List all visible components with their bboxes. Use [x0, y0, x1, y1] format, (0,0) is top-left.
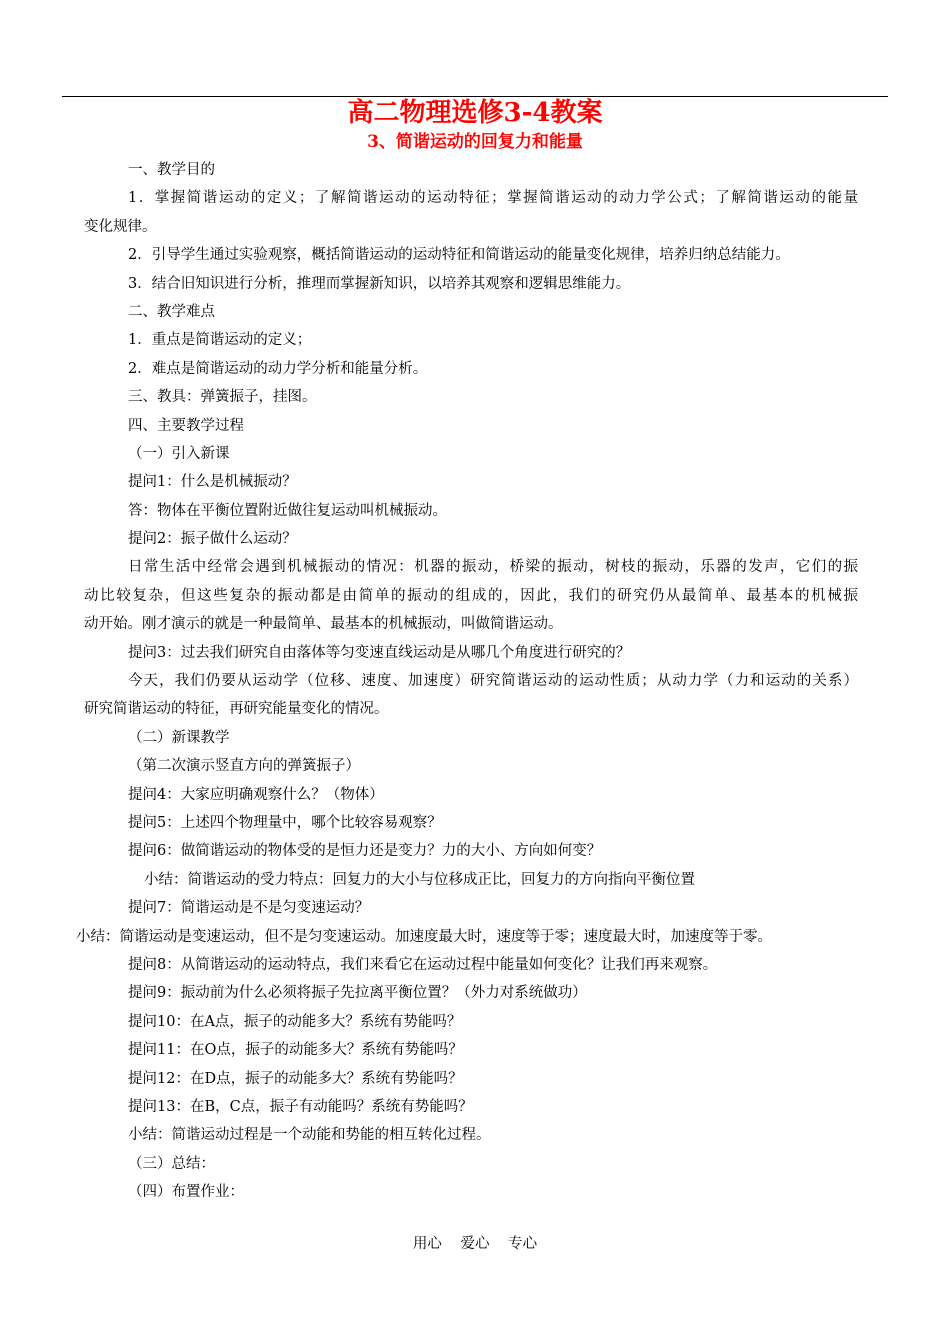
document-body	[76, 156, 858, 1206]
paragraph-line: 动比较复杂，但这些复杂的振动都是由简单的振动的组成的，因此，我们的研究仍从最简单、最基本的机械振	[84, 587, 858, 604]
paragraph-line: 3．结合旧知识进行分析，推理而掌握新知识，以培养其观察和逻辑思维能力。	[128, 275, 631, 292]
page-subtitle: 3、简谐运动的回复力和能量	[367, 132, 583, 152]
paragraph-line: 变化规律。	[84, 218, 157, 235]
question-line: 提问4：大家应明确观察什么？（物体）	[128, 786, 384, 803]
subsection-heading: （一）引入新课	[128, 445, 230, 462]
question-line: 提问12：在D点，振子的动能多大？系统有势能吗？	[128, 1070, 463, 1087]
paragraph-line: 日常生活中经常会遇到机械振动的情况：机器的振动，桥梁的振动，树枝的振动，乐器的发声，它们的振	[128, 559, 858, 576]
subsection-heading: （二）新课教学	[128, 729, 230, 746]
paragraph-line: 动开始。刚才演示的就是一种最简单、最基本的机械振动，叫做简谐运动。	[84, 616, 563, 633]
question-line: 提问13：在B，C点，振子有动能吗？系统有势能吗？	[128, 1098, 473, 1115]
paragraph-line: 2．引导学生通过实验观察，概括简谐运动的运动特征和简谐运动的能量变化规律，培养归纳总结能力。	[128, 247, 790, 264]
answer-line: 答：物体在平衡位置附近做往复运动叫机械振动。	[128, 502, 447, 519]
question-line: 提问7：简谐运动是不是匀变速运动？	[128, 900, 370, 917]
summary-line: 小结：简谐运动是变速运动，但不是匀变速运动。加速度最大时，速度等于零；速度最大时，加速度等于零。	[76, 928, 772, 945]
section-heading: 四、主要教学过程	[128, 417, 244, 434]
section-heading: 二、教学难点	[128, 303, 215, 320]
question-line: 提问2：振子做什么运动？	[128, 531, 297, 548]
question-line: 提问9：振动前为什么必须将振子先拉离平衡位置？（外力对系统做功）	[128, 985, 587, 1002]
question-line: 提问6：做简谐运动的物体受的是恒力还是变力？力的大小、方向如何变？	[128, 843, 602, 860]
subsection-heading: （四）布置作业：	[128, 1184, 244, 1201]
paragraph-line: 1．重点是简谐运动的定义；	[128, 332, 312, 349]
summary-line: 小结：简谐运动过程是一个动能和势能的相互转化过程。	[128, 1127, 491, 1144]
section-heading: 一、教学目的	[128, 162, 215, 178]
page-footer: 用心 爱心 专心	[412, 1236, 538, 1252]
paragraph-line: 2．难点是简谐运动的动力学分析和能量分析。	[128, 360, 428, 377]
paragraph-line: （第二次演示竖直方向的弹簧振子）	[128, 758, 360, 775]
question-line: 提问10：在A点，振子的动能多大？系统有势能吗？	[128, 1013, 462, 1030]
section-heading: 三、教具：弹簧振子，挂图。	[128, 389, 317, 406]
question-line: 提问1：什么是机械振动？	[128, 474, 297, 491]
question-line: 提问11：在O点，振子的动能多大？系统有势能吗？	[128, 1042, 463, 1059]
question-line: 提问5：上述四个物理量中，哪个比较容易观察？	[128, 814, 442, 831]
subsection-heading: （三）总结：	[128, 1155, 215, 1172]
paragraph-line: 1．掌握简谐运动的定义；了解简谐运动的运动特征；掌握简谐运动的动力学公式；了解简谐运动的能量	[128, 190, 858, 207]
paragraph-line: 研究简谐运动的特征，再研究能量变化的情况。	[84, 701, 389, 718]
question-line: 提问3：过去我们研究自由落体等匀变速直线运动是从哪几个角度进行研究的？	[128, 644, 631, 661]
summary-line: 小结：简谐运动的受力特点：回复力的大小与位移成正比，回复力的方向指向平衡位置	[144, 871, 695, 888]
page-title: 高二物理选修3-4教案	[347, 98, 603, 128]
question-line: 提问8：从简谐运动的运动特点，我们来看它在运动过程中能量如何变化？让我们再来观察。	[128, 956, 718, 973]
paragraph-line: 今天，我们仍要从运动学（位移、速度、加速度）研究简谐运动的运动性质；从动力学（力和运动的关系）	[128, 673, 858, 690]
